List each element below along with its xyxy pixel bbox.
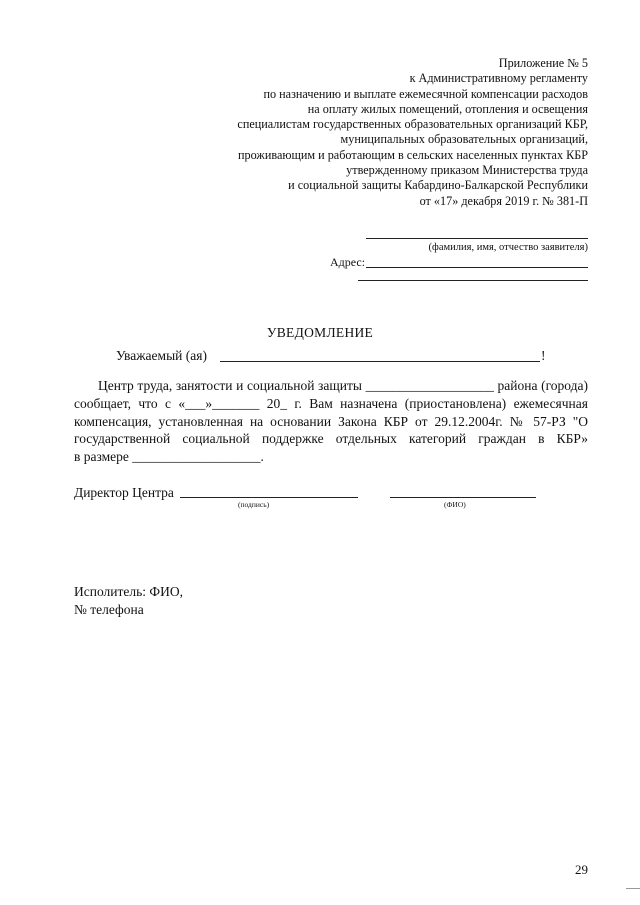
executor-name: Исполитель: ФИО, (74, 584, 183, 599)
header-line: утвержденному приказом Министерства труда (346, 163, 588, 178)
page-number: 29 (575, 862, 588, 877)
body-line: Центр труда, занятости и социальной защиты ___________________ района (города) (98, 378, 588, 393)
edge-mark (626, 888, 640, 889)
body-line: в размере ___________________. (74, 449, 264, 465)
applicant-name-line (366, 238, 588, 239)
signature-line (180, 497, 358, 498)
header-line: к Административному регламенту (409, 71, 588, 86)
header-line: и социальной защиты Кабардино-Балкарской Республики (288, 178, 588, 193)
header-line: специалистам государственных образовательных организаций КБР, (237, 117, 588, 132)
greeting-name-line (220, 361, 540, 362)
address-line-2 (358, 280, 588, 281)
appendix-header (237, 56, 588, 209)
header-line: Приложение № 5 (498, 56, 588, 70)
signature-caption: (подпись) (238, 500, 270, 509)
notice-body (74, 377, 588, 466)
header-line: проживающим и работающим в сельских населенных пунктах КБР (238, 147, 588, 162)
greeting-exclamation: ! (541, 348, 546, 363)
address-label: Адрес: (330, 255, 366, 269)
header-line: от «17» декабря 2019 г. № 381-П (419, 193, 588, 208)
header-line: на оплату жилых помещений, отопления и освещения (307, 101, 588, 116)
executor-phone: № телефона (74, 601, 144, 617)
executor-block (74, 583, 183, 618)
body-line: государственной социальной поддержке отдельных категорий граждан в КБР» (74, 431, 588, 447)
header-line: муниципальных образовательных организаций, (340, 132, 588, 147)
fio-line (390, 497, 536, 498)
fio-caption: (ФИО) (444, 500, 466, 509)
body-line: сообщает, что с «___»_______ 20_ г. Вам назначена (приостановлена) ежемесячная (74, 395, 588, 411)
address-line (366, 267, 588, 268)
director-label: Директор Центра (74, 485, 174, 500)
greeting-label: Уважаемый (ая) (116, 348, 207, 363)
header-line: по назначению и выплате ежемесячной компенсации расходов (263, 86, 588, 101)
notice-title: УВЕДОМЛЕНИЕ (266, 325, 374, 340)
applicant-name-caption: (фамилия, имя, отчество заявителя) (428, 242, 588, 253)
body-line: компенсация, установленная на основании Закона КБР от 29.12.2004г. № 57-РЗ "О (74, 413, 588, 429)
